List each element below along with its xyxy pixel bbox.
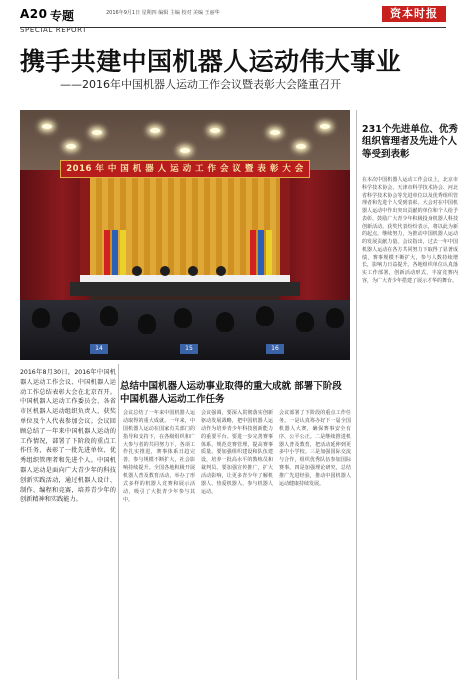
presenter (188, 266, 198, 276)
ceiling-light (66, 144, 76, 149)
left-column-body: 2016年8月30日，2016年中国机器人运动工作会议、中国机器人运动工作总结表彰大会在北京召开。中国机器人运动工作委员会、各省市区机器人运动组织负责人、获奖单位及个人代表参加会议。会议回顾总结了一年来中国机器人运动的工作情况，部署了下阶段的重点工作任务，表彰了一批先进单位、优秀组织管理者和先进个人。中国机器人运动是面向广大青少年的科技创新实践活动，通过机器人设计、制作、编程和竞赛，培养青少年的创新精神和实践能力。 (20, 369, 116, 504)
ceiling-light (320, 124, 330, 129)
middle-section-title: 总结中国机器人运动事业取得的重大成就 部署下阶段中国机器人运动工作任务 (120, 381, 342, 405)
audience (20, 300, 350, 360)
audience-head (138, 314, 156, 334)
headline-title: 携手共建中国机器人运动伟大事业 (20, 47, 402, 76)
header-meta: 2016年9月1日 星期四 编辑 主编 校对 美编 王丽华 (106, 10, 220, 16)
flag (258, 230, 264, 275)
right-column-title: 231个先进单位、优秀组织管理者及先进个人等受到表彰 (362, 124, 458, 160)
flag (266, 230, 272, 275)
presenter (216, 266, 226, 276)
flag (104, 230, 110, 275)
middle-column-3: 会议部署了下阶段的重点工作任务。一是认真筹办好下一届全国机器人大赛，确保赛事安全有序、公平公正。二是继续推进机器人普及教育，把活动延伸到更多中小学校。三是加强国际交流与合作，组织优秀队伍参加国际赛事。四是加强理论研究，总结推广先进经验，推动中国机器人运动健康持续发展。 (279, 410, 351, 488)
ceiling-light (210, 128, 220, 133)
section-label: 专题 (50, 9, 75, 23)
stage-banner: 2016 年 中 国 机 器 人 运 动 工 作 会 议 暨 表 彰 大 会 (60, 160, 310, 178)
ceiling-light (296, 144, 306, 149)
audience-head (100, 306, 118, 326)
audience-head (62, 312, 80, 332)
column-divider (356, 110, 357, 680)
page-header (20, 6, 446, 28)
ceiling-light (42, 124, 52, 129)
audience-head (32, 308, 50, 328)
middle-section-columns (123, 410, 353, 505)
seat-number: 16 (266, 344, 284, 354)
middle-column-2: 会议强调，要深入贯彻落实创新驱动发展战略，把中国机器人运动作为培养青少年科技创新能力的重要平台。要进一步完善赛事体系，规范竞赛管理，提高赛事质量。要加强组织建设和队伍建设，培养一批高水平的教练员和裁判员。要加强宣传推广，扩大活动影响，让更多青少年了解机器人、热爱机器人、参与机器人运动。 (201, 410, 273, 495)
audience-head (216, 312, 234, 332)
audience-head (296, 312, 314, 332)
audience-head (326, 308, 344, 328)
ceiling-light (150, 128, 160, 133)
stage (70, 282, 300, 296)
right-column-body: 在本次中国机器人运动工作会议上，北京市科学技术协会、天津市科学技术协会、河北省科学技术协会等先进单位以及优秀组织管理者和先进个人受到表彰。大会对在中国机器人运动中作出突出贡献的单位和个人给予表彰，鼓励广大青少年积极投身机器人科技创新活动。获奖代表纷纷表示，将以此为新的起点，继续努力，为推动中国机器人运动的发展贡献力量。会议指出，过去一年中国机器人运动在各方共同努力下取得了显著成绩，赛事规模不断扩大，参与人数持续增长，影响力日益提升。各地组织单位认真落实工作部署，创新活动形式，丰富竞赛内容，为广大青少年搭建了展示才华的舞台。 (362, 177, 458, 284)
presenter (160, 266, 170, 276)
presenter (132, 266, 142, 276)
page-number: A20 (20, 7, 48, 21)
middle-column-1: 会议总结了一年来中国机器人运动取得的重大成就。一年来，中国机器人运动在国家有关部门的指导和支持下，在各级组织和广大参与者的共同努力下，各项工作扎实推进，赛事体系日趋完善，参与规模不断扩大，社会影响持续提升。全国各地积极开展机器人普及教育活动，举办了形式多样的机器人竞赛和展示活动，吸引了大批青少年参与其中。 (123, 410, 195, 503)
conference-photo (20, 110, 350, 360)
headline-subtitle: ——2016年中国机器人运动工作会议暨表彰大会隆重召开 (60, 78, 341, 91)
ceiling-light (180, 148, 190, 153)
ceiling-light (92, 130, 102, 135)
column-divider (118, 364, 119, 679)
special-report-label: SPECIAL REPORT (20, 26, 88, 34)
ceiling-light (270, 130, 280, 135)
flag (250, 230, 256, 275)
seat-number: 14 (90, 344, 108, 354)
audience-head (256, 306, 274, 326)
audience-head (174, 308, 192, 328)
flag (112, 230, 118, 275)
newspaper-logo: 资本时报 (382, 6, 446, 22)
flag (120, 230, 126, 275)
seat-number: 15 (180, 344, 198, 354)
